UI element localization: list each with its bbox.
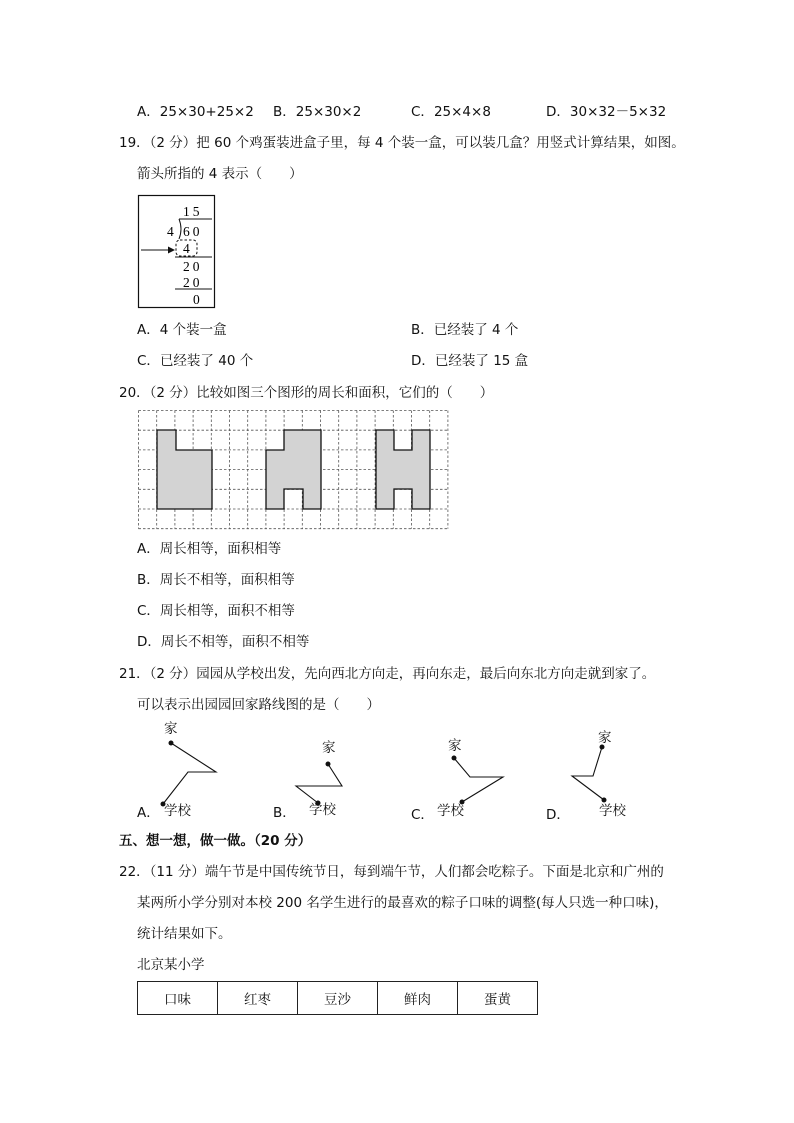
division-dividend: 60 xyxy=(183,224,203,239)
q21-option-c[interactable]: C． xyxy=(411,807,434,823)
route-a-home-label: 家 xyxy=(164,721,178,737)
route-a-school-label: 学校 xyxy=(164,803,191,819)
q22-stem-3: 统计结果如下。 xyxy=(137,926,232,942)
q20-stem: 20．（2 分）比较如图三个图形的周长和面积，它们的（ ） xyxy=(119,385,494,401)
q19-option-c[interactable]: C．已经装了 40 个 xyxy=(137,353,254,369)
table-header-cell: 口味 xyxy=(138,982,218,1015)
q20-option-b[interactable]: B．周长不相等，面积相等 xyxy=(137,572,295,588)
q18-option-a[interactable]: A．25×30+25×2 xyxy=(137,104,254,120)
q19-stem-2: 箭头所指的 4 表示（ ） xyxy=(137,166,303,182)
division-quotient: 15 xyxy=(183,204,203,219)
route-b-school-label: 学校 xyxy=(309,802,336,818)
route-c-home-dot xyxy=(452,756,457,761)
table-header-cell: 豆沙 xyxy=(298,982,378,1015)
division-step-2: 20 xyxy=(183,259,203,274)
table-header-cell: 红枣 xyxy=(218,982,298,1015)
table-row xyxy=(138,982,538,1015)
q21-option-a[interactable]: A． xyxy=(137,805,160,821)
flavor-table xyxy=(137,981,538,1015)
division-step-1: 4 xyxy=(183,241,190,256)
q20-option-a[interactable]: A．周长相等，面积相等 xyxy=(137,541,282,557)
division-step-3: 20 xyxy=(183,275,203,290)
route-b-home-dot xyxy=(326,762,331,767)
q18-option-d[interactable]: D．30×32－5×32 xyxy=(546,104,667,120)
division-divisor: 4 xyxy=(167,224,174,239)
q19-option-a[interactable]: A．4 个装一盒 xyxy=(137,322,227,338)
route-c-home-label: 家 xyxy=(448,738,462,754)
q21-stem-2: 可以表示出园园回家路线图的是（ ） xyxy=(137,697,380,713)
route-a-home-dot xyxy=(169,741,174,746)
route-b-home-label: 家 xyxy=(322,740,336,756)
q21-stem: 21．（2 分）园园从学校出发，先向西北方向走，再向东走，最后向东北方向走就到家了。 xyxy=(119,666,656,682)
q21-option-b[interactable]: B． xyxy=(273,805,296,821)
q20-option-c[interactable]: C．周长相等，面积不相等 xyxy=(137,603,295,619)
table-header-cell: 鲜肉 xyxy=(378,982,458,1015)
q19-option-b[interactable]: B．已经装了 4 个 xyxy=(411,322,519,338)
q21-option-d[interactable]: D． xyxy=(546,807,570,823)
route-d-school-label: 学校 xyxy=(599,803,626,819)
route-c-school-label: 学校 xyxy=(437,803,464,819)
route-a xyxy=(163,743,216,804)
q22-stem-2: 某两所小学分别对本校 200 名学生进行的最喜欢的粽子口味的调整(每人只选一种口味)， xyxy=(137,895,668,911)
route-d xyxy=(572,747,604,800)
table-header-cell: 蛋黄 xyxy=(458,982,538,1015)
q22-stem: 22．（11 分）端午节是中国传统节日，每到端午节，人们都会吃粽子。下面是北京和广州的 xyxy=(119,864,664,880)
route-b xyxy=(296,764,342,803)
q19-option-d[interactable]: D．已经装了 15 盒 xyxy=(411,353,529,369)
q18-option-b[interactable]: B．25×30×2 xyxy=(273,104,362,120)
q22-table-caption: 北京某小学 xyxy=(137,957,205,973)
section-5-title: 五、想一想，做一做。（20 分） xyxy=(119,833,312,849)
q20-option-d[interactable]: D．周长不相等，面积不相等 xyxy=(137,634,310,650)
route-d-home-label: 家 xyxy=(598,730,612,746)
route-c xyxy=(454,758,503,802)
division-remainder: 0 xyxy=(193,292,200,307)
q19-stem: 19．（2 分）把 60 个鸡蛋装进盒子里，每 4 个装一盒，可以装几盒？用竖式计算结果，如图。 xyxy=(119,135,685,151)
q18-option-c[interactable]: C．25×4×8 xyxy=(411,104,491,120)
